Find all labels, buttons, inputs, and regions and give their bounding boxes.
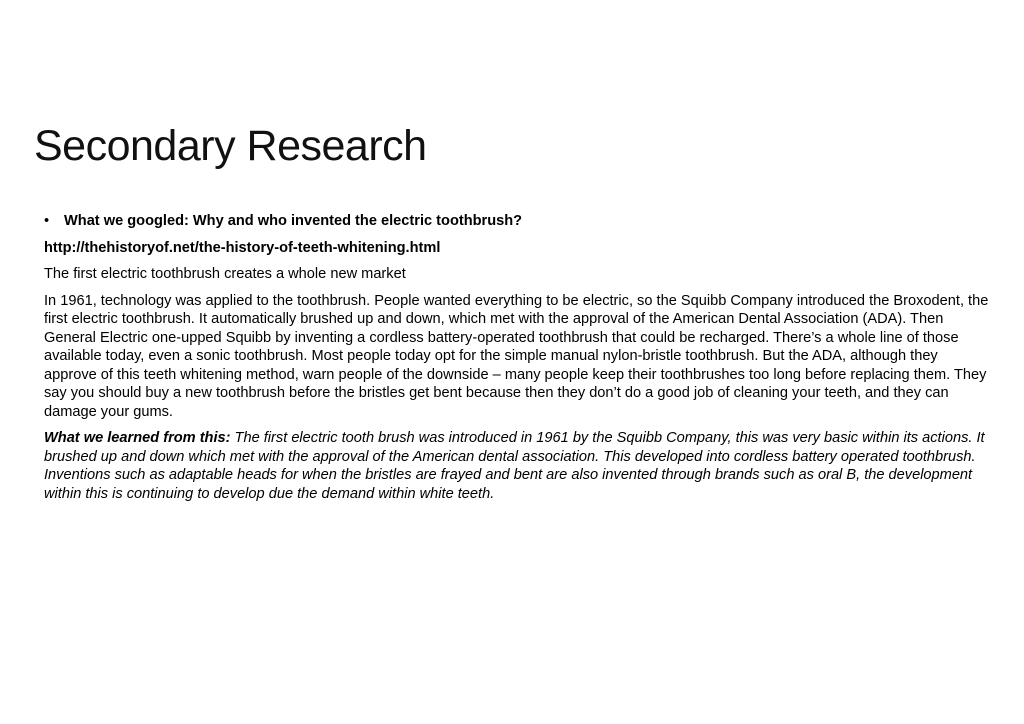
bullet-symbol: • [44,213,50,229]
learned-text: The first electric tooth brush was introduced in 1961 by the Squibb Company, this was very basic within its actions. It brushed up and down which met with the approval of the American dental association. This developed into cordless battery operated toothbrush. Inventions such as adaptable heads for when the bristles are frayed and bent are also invented through brands such as oral B, the development within this is continuing to develop due the demand within white teeth. [44,430,985,502]
body-paragraph: In 1961, technology was applied to the toothbrush. People wanted everything to be electric, so the Squibb Company introduced the Broxodent, the first electric toothbrush. It automatically brushed up and down, which met with the approval of the American Dental Association (ADA). Then General Electric one-upped Squibb by inventing a cordless battery-operated toothbrush that could be recharged. There’s a whole line of those available today, even a sonic toothbrush. Most people today opt for the simple manual nylon-bristle toothbrush. But the ADA, although they approve of this teeth whitening method, warn people of the downside – many people keep their toothbrushes too long before replacing them. They say you should buy a new toothbrush before the bristles get bent because then they don’t do a good job of cleaning your teeth, and they can damage your gums. [44,292,989,420]
subheading: The first electric toothbrush creates a whole new market [44,266,406,282]
bullet-text: What we googled: Why and who invented the electric toothbrush? [64,213,523,229]
learned-label: What we learned from this: [44,430,231,446]
slide-title: Secondary Research [34,122,427,170]
source-url: http://thehistoryof.net/the-history-of-teeth-whitening.html [44,239,441,256]
learned-paragraph [44,429,994,503]
bullet-item [44,212,994,231]
slide-content [44,212,994,503]
